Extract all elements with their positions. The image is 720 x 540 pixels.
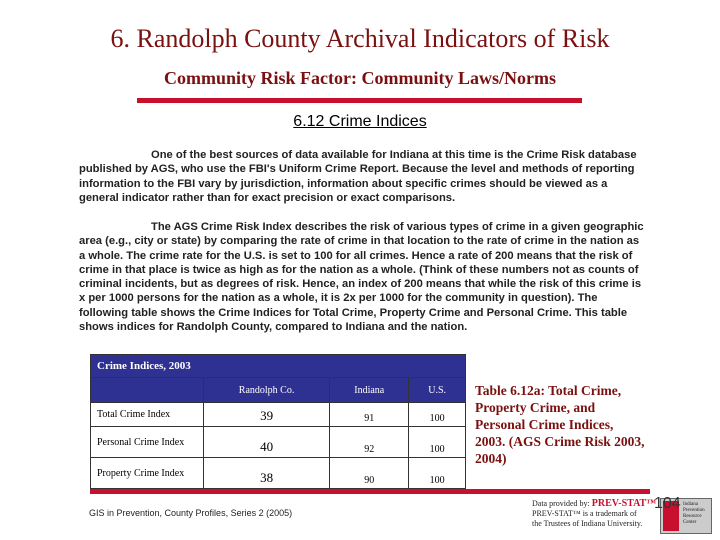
brand-name: PREV-STAT™ (591, 498, 657, 509)
table-row (91, 427, 466, 458)
badge-text: Indiana Prevention Resource Center (683, 502, 705, 525)
column-header (91, 378, 204, 403)
page-subtitle: Community Risk Factor: Community Laws/Norms (164, 68, 556, 88)
column-header: Indiana (330, 378, 409, 403)
paragraph-1: One of the best sources of data available for Indiana at this time is the Crime Risk database published by AGS, who use the FBI's Uniform Crime Report. Because the level and methods of reporting information to the FBI vary by jurisdiction, information about specific crimes should be viewed as a general indicator rather than for exact precision or exact comparisons. (79, 149, 637, 204)
page-number: 104 (654, 495, 681, 512)
crime-indices-table (90, 354, 466, 489)
cell: 91 (330, 403, 409, 427)
top-divider (137, 98, 582, 103)
page-title: 6. Randolph County Archival Indicators of Risk (110, 24, 610, 53)
trademark-note: PREV-STAT™ is a trademark of the Trustees of Indiana University. (532, 509, 643, 528)
cell: 38 (204, 458, 330, 489)
table-description: Table 6.12a: Total Crime, Property Crime, and Personal Crime Indices, 2003. (AGS Crime Risk 2003, 2004) (475, 383, 645, 466)
paragraph-2: The AGS Crime Risk Index describes the risk of various types of crime in a given geographic area (e.g., city or state) by comparing the rate of crime in that location to the rate of crime in the nation as a whole. The crime rate for the U.S. is set to 100 for all crimes. Hence a rate of 200 means that the risk of crime in that place is twice as high as for the nation as a whole. (Think of these numbers not as counts of criminal incidents, but as degrees of risk. Hence, an index of 200 means that while the risk of this crime is x per 1000 persons for the nation as a whole, it is 2x per 1000 for the community in question). The following table shows the Crime Indices for Total Crime, Property Crime and Personal Crime. This table shows indices for Randolph County, compared to Indiana and the nation. (79, 221, 644, 334)
table-caption: Crime Indices, 2003 (91, 355, 466, 378)
table-row (91, 403, 466, 427)
section-heading (0, 113, 720, 131)
cell: 100 (409, 427, 466, 458)
cell: 40 (204, 427, 330, 458)
cell: 90 (330, 458, 409, 489)
table-row (91, 458, 466, 489)
cell: 92 (330, 427, 409, 458)
provided-by-label: Data provided by: (532, 499, 590, 508)
cell: 100 (409, 403, 466, 427)
bottom-divider (90, 489, 650, 494)
column-header: U.S. (409, 378, 466, 403)
row-label: Property Crime Index (91, 458, 204, 489)
prev-stat-logo (532, 499, 656, 529)
section-heading-text: 6.12 Crime Indices (293, 113, 427, 130)
cell: 39 (204, 403, 330, 427)
row-label: Total Crime Index (91, 403, 204, 427)
cell: 100 (409, 458, 466, 489)
footer-text: GIS in Prevention, County Profiles, Series 2 (2005) (89, 508, 293, 518)
row-label: Personal Crime Index (91, 427, 204, 458)
column-header: Randolph Co. (204, 378, 330, 403)
